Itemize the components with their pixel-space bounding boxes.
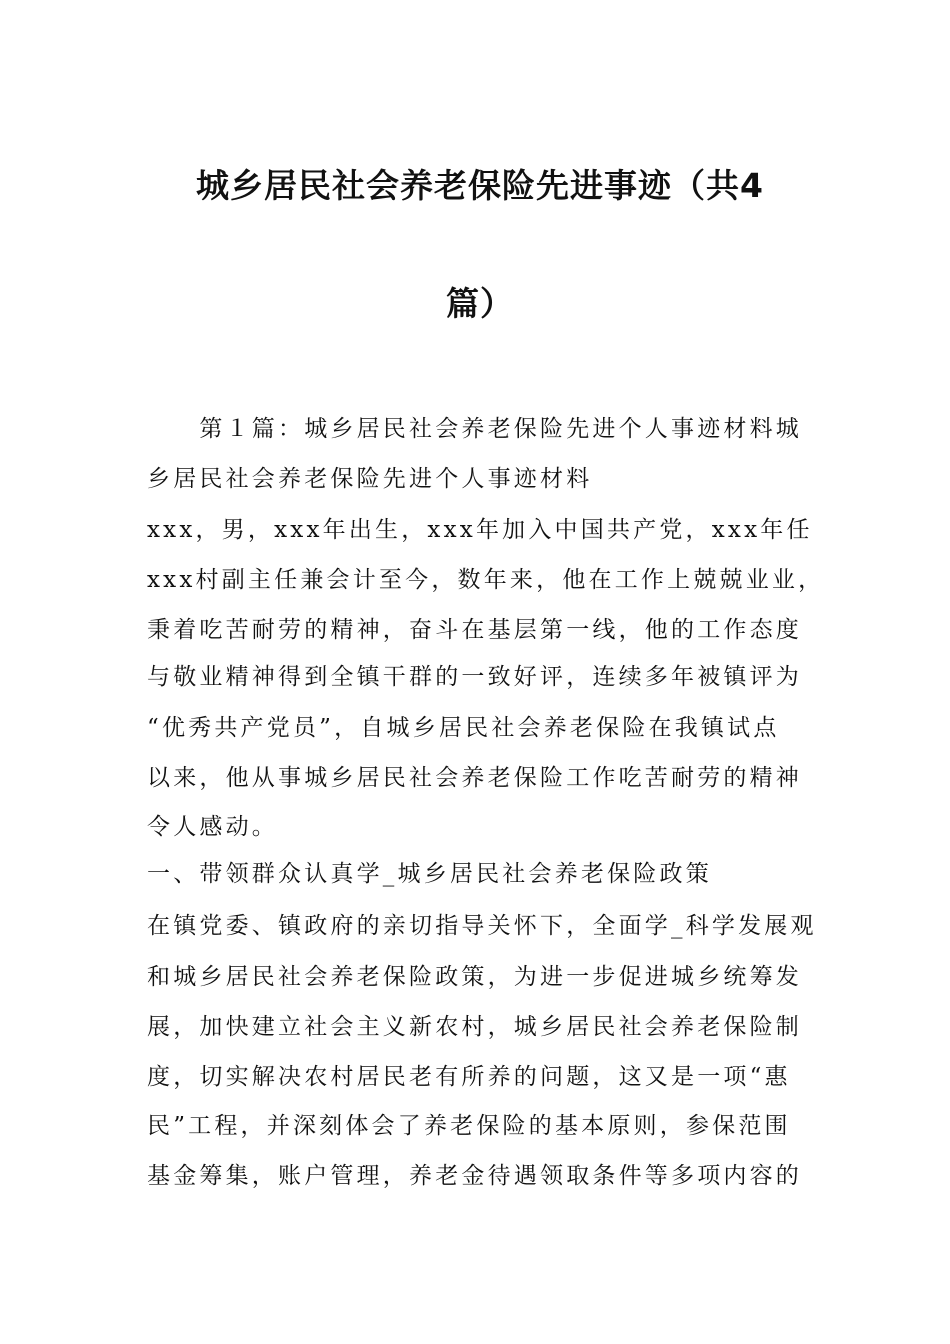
body-line-1: 第１篇：城乡居民社会养老保险先进个人事迹材料城: [147, 416, 802, 442]
body-line-8: 以来，他从事城乡居民社会养老保险工作吃苦耐劳的精神: [147, 765, 802, 791]
body-line-3: xxx，男，xxx年出生，xxx年加入中国共产党，xxx年任: [147, 517, 813, 543]
body-line-9: 令人感动。: [147, 814, 278, 840]
body-line-11: 在镇党委、镇政府的亲切指导关怀下，全面学_科学发展观: [147, 913, 817, 939]
body-line-4: xxx村副主任兼会计至今，数年来，他在工作上兢兢业业，: [147, 567, 825, 593]
body-line-5: 秉着吃苦耐劳的精神，奋斗在基层第一线，他的工作态度: [147, 617, 802, 643]
body-line-13: 展，加快建立社会主义新农村，城乡居民社会养老保险制: [147, 1014, 802, 1040]
body-line-15: 民”工程，并深刻体会了养老保险的基本原则，参保范围: [147, 1113, 791, 1139]
section-heading: 一、带领群众认真学_城乡居民社会养老保险政策: [147, 861, 712, 887]
body-line-12: 和城乡居民社会养老保险政策，为进一步促进城乡统筹发: [147, 964, 802, 990]
body-line-14: 度，切实解决农村居民老有所养的问题，这又是一项“惠: [147, 1064, 791, 1090]
body-line-6: 与敬业精神得到全镇干群的一致好评，连续多年被镇评为: [147, 664, 802, 690]
document-title-line-1: 城乡居民社会养老保险先进事迹（共4: [196, 166, 764, 205]
body-line-7: “优秀共产党员”，自城乡居民社会养老保险在我镇试点: [147, 715, 780, 741]
document-title-line-2: 篇）: [446, 284, 514, 323]
body-line-2: 乡居民社会养老保险先进个人事迹材料: [147, 466, 593, 492]
body-line-16: 基金筹集，账户管理，养老金待遇领取条件等多项内容的: [147, 1163, 802, 1189]
